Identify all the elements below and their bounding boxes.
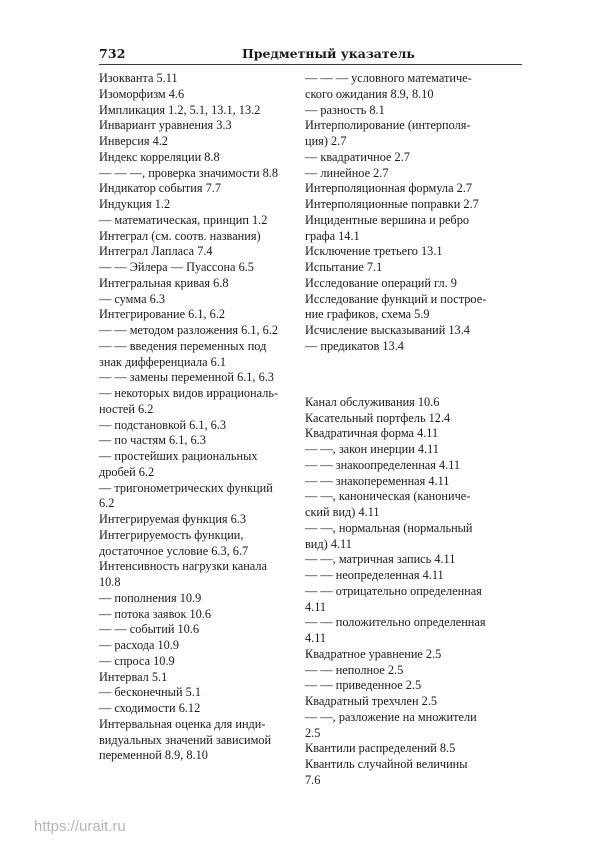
index-entry: — — событий 10.6 [99,622,199,637]
index-entry: — потока заявок 10.6 [99,606,212,621]
index-entry: дробей 6.2 [99,464,155,479]
index-entry: Исследование операций гл. 9 [305,275,457,290]
index-entry: — —, разложение на множители [305,709,477,724]
index-entry: Индикатор события 7.7 [99,181,221,196]
index-entry: ние графиков, схема 5.9 [305,307,430,322]
index-entry: Интегрируемость функции, [99,527,244,542]
index-entry: Интегрирование 6.1, 6.2 [99,307,226,322]
index-entry: 7.6 [305,772,321,787]
index-entry: — —, матричная запись 4.11 [305,552,456,567]
index-entry: графа 14.1 [305,228,360,243]
index-entry: 6.2 [99,496,115,511]
index-entry: — предикатов 13.4 [305,338,404,353]
index-entry: вид) 4.11 [305,536,352,551]
index-entry: Квантиль случайной величины [305,757,468,772]
index-entry: Интеграл (см. соотв. названия) [99,228,261,243]
index-entry: Касательный портфель 12.4 [305,410,451,425]
index-entry: — некоторых видов иррациональ- [99,386,279,400]
index-entry: ностей 6.2 [99,401,154,416]
index-entry: Квадратичная форма 4.11 [305,426,439,441]
index-entry: ский вид) 4.11 [305,505,380,520]
index-entry: — — положительно определенная [305,615,486,630]
index-entry: Интегрируемая функция 6.3 [99,512,247,526]
index-entry: Квадратное уравнение 2.5 [305,646,442,661]
watermark-url: https://urait.ru [34,818,126,835]
index-entry: Интенсивность нагрузки канала [99,559,267,574]
index-entry: — — знакоопределенная 4.11 [305,457,461,472]
index-entry: 2.5 [305,725,321,740]
header-rule [99,64,522,65]
index-entry: Исчисление высказываний 13.4 [305,323,470,337]
index-entry: ция) 2.7 [305,134,347,148]
index-entry: — —, закон инерции 4.11 [305,442,439,457]
index-entry: переменной 8.9, 8.10 [99,748,208,763]
index-entry: — — — условного математиче- [305,71,472,85]
index-entry: Испытание 7.1 [305,260,383,274]
index-entry: — —, каноническая (канониче- [305,489,471,504]
index-entry: Изоморфизм 4.6 [99,86,185,101]
index-entry: Индекс корреляции 8.8 [99,149,220,164]
index-entry: — разность 8.1 [305,102,385,117]
index-entry: Индукция 1.2 [99,197,171,211]
index-entry: Интерполирование (интерполя- [305,118,471,133]
index-entry: видуальных значений зависимой [99,732,272,747]
index-entry: знак дифференциала 6.1 [99,354,227,369]
index-entry: Исследование функций и построе- [305,291,487,306]
index-entry: — квадратичное 2.7 [305,149,410,164]
page-header [99,46,522,62]
index-entry: — тригонометрических функций [99,480,273,495]
index-column-right [305,71,520,789]
index-entry: 4.11 [305,599,327,614]
running-title: Предметный указатель [242,46,415,61]
index-entry: 4.11 [305,631,327,646]
index-entry: — сходимости 6.12 [99,701,201,715]
index-entry: — — методом разложения 6.1, 6.2 [99,323,279,337]
index-entry: — — Эйлера — Пуассона 6.5 [99,260,254,274]
index-entry: Интерполяционные поправки 2.7 [305,197,479,211]
index-entry: Интервальная оценка для инди- [99,716,266,731]
index-entry: — пополнения 10.9 [99,590,202,605]
index-entry: — — неполное 2.5 [305,662,404,677]
index-entry: — математическая, принцип 1.2 [99,212,268,227]
index-entry: Канал обслуживания 10.6 [305,394,440,409]
index-entry: Интегральная кривая 6.8 [99,275,229,290]
index-entry: — сумма 6.3 [99,291,166,306]
index-entry: — подстановкой 6.1, 6.3 [99,417,227,432]
index-entry: Исключение третьего 13.1 [305,244,443,259]
index-entry: Изокванта 5.11 [99,71,178,85]
index-entry: Инверсия 4.2 [99,134,168,148]
index-entry: Квадратный трехчлен 2.5 [305,694,438,709]
index-entry: — линейное 2.7 [305,165,389,180]
section-gap [305,367,520,383]
index-entry: — — отрицательно определенная [305,583,482,598]
index-entry: — — —, проверка значимости 8.8 [99,165,278,180]
index-entry: Квантили распределений 8.5 [305,741,456,756]
index-entry: Интеграл Лапласа 7.4 [99,244,213,259]
index-entry: Интервал 5.1 [99,669,168,684]
index-entry: Инвариант уравнения 3.3 [99,118,232,133]
index-entry: — — приведенное 2.5 [305,678,422,693]
index-entry: ского ожидания 8.9, 8.10 [305,86,434,101]
index-entry: — бесконечный 5.1 [99,685,201,700]
index-entry: — — неопределенная 4.11 [305,568,444,583]
index-entry: — — замены переменной 6.1, 6.3 [99,370,274,385]
index-entry: Инцидентные вершина и ребро [305,212,469,227]
index-entry: — спроса 10.9 [99,653,175,668]
page-number: 732 [99,46,126,61]
index-entry: достаточное условие 6.3, 6.7 [99,543,249,558]
index-column-left [99,71,314,764]
index-entry: — по частям 6.1, 6.3 [99,433,206,448]
index-entry: Импликация 1.2, 5.1, 13.1, 13.2 [99,102,261,117]
index-entry: — — введения переменных под [99,338,267,353]
index-entry: — — знакопеременная 4.11 [305,473,450,488]
index-entry: — —, нормальная (нормальный [305,520,473,535]
index-entry: Интерполяционная формула 2.7 [305,181,472,196]
index-entry: 10.8 [99,575,121,589]
index-entry: — простейших рациональных [99,449,258,463]
index-entry: — расхода 10.9 [99,638,180,652]
